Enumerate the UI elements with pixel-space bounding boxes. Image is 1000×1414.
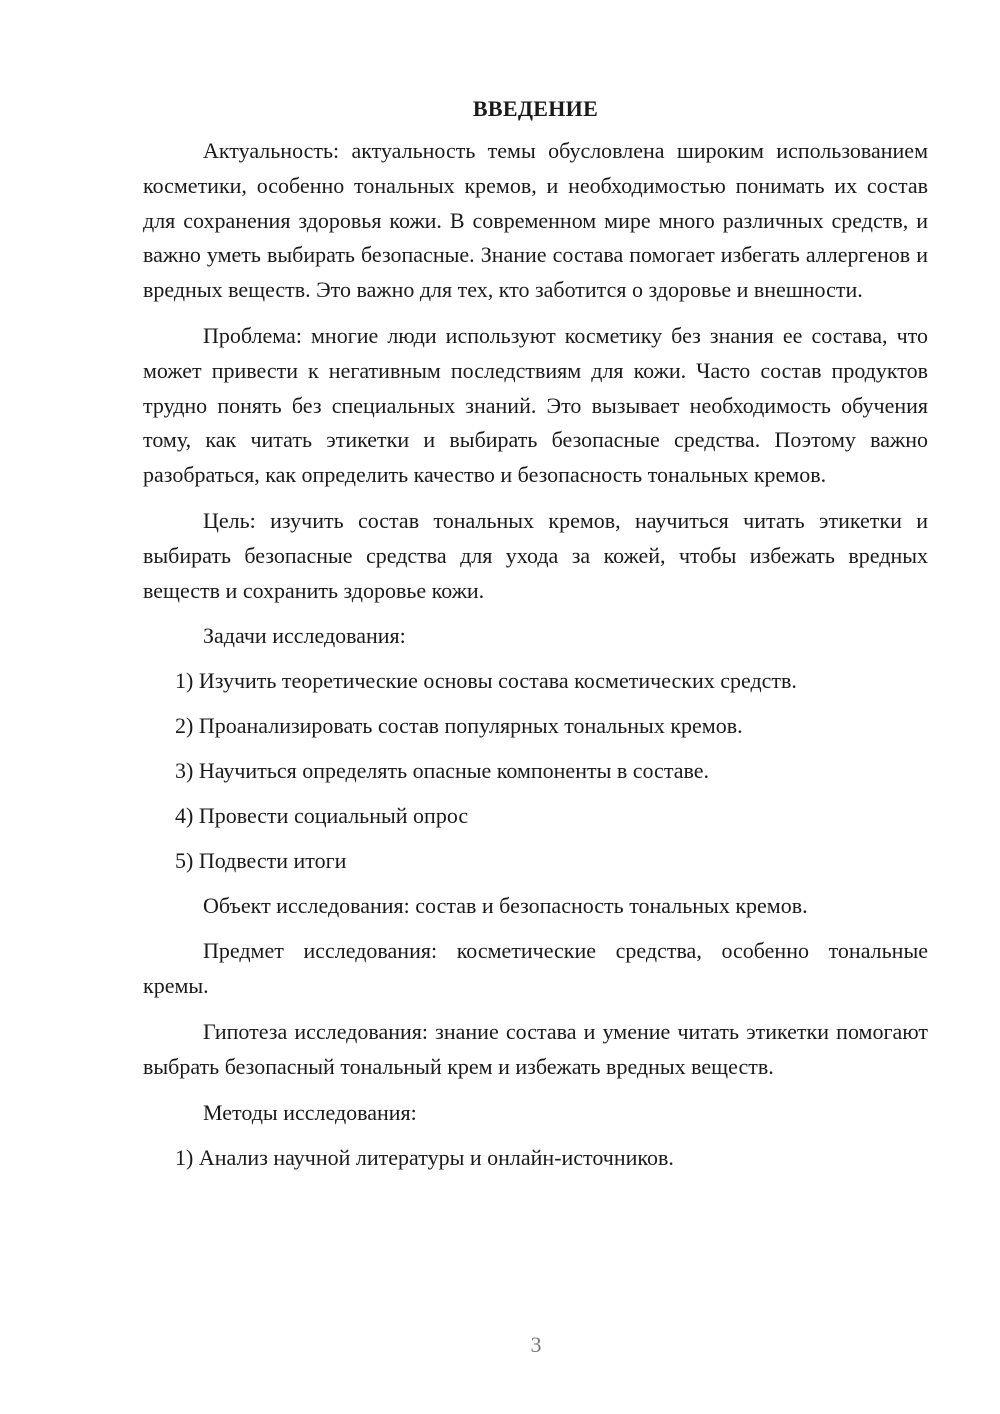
subject-paragraph: Предмет исследования: косметические средства, особенно тональные кремы. bbox=[143, 938, 928, 999]
problem-paragraph: Проблема: многие люди используют косметику без знания ее состава, что может привести к негативным последствиям для кожи. Часто состав продуктов трудно понять без специальных знаний. Это вызывает необходимость обучения тому, как читать этикетки и выбирать безопасные средства. Поэтому важно разобраться, как определить качество и безопасность тональных кремов. bbox=[143, 322, 928, 488]
list-item: 3) Научиться определять опасные компоненты в составе. bbox=[175, 758, 709, 784]
section-heading: ВВЕДЕНИЕ bbox=[472, 96, 599, 121]
list-item: 1) Анализ научной литературы и онлайн-источников. bbox=[175, 1144, 674, 1170]
list-item: 2) Проанализировать состав популярных тональных кремов. bbox=[175, 713, 743, 739]
methods-list bbox=[143, 1141, 928, 1175]
list-item: 5) Подвести итоги bbox=[175, 848, 347, 874]
list-item: 1) Изучить теоретические основы состава косметических средств. bbox=[175, 668, 797, 694]
tasks-title: Задачи исследования: bbox=[203, 623, 406, 649]
page-number: 3 bbox=[530, 1332, 542, 1357]
hypothesis-paragraph: Гипотеза исследования: знание состава и умение читать этикетки помогают выбрать безопасный тональный крем и избежать вредных веществ. bbox=[143, 1018, 928, 1079]
relevance-paragraph: Актуальность: актуальность темы обусловлена широким использованием косметики, особенно тональных кремов, и необходимостью понимать их состав для сохранения здоровья кожи. В современном мире много различных средств, и важно уметь выбирать безопасные. Знание состава помогает избегать аллергенов и вредных веществ. Это важно для тех, кто заботится о здоровье и внешности. bbox=[143, 138, 928, 303]
list-item: 4) Провести социальный опрос bbox=[175, 803, 469, 829]
object-paragraph: Объект исследования: состав и безопасность тональных кремов. bbox=[203, 893, 808, 919]
tasks-list bbox=[143, 664, 928, 878]
page-content bbox=[143, 92, 928, 1186]
goal-paragraph: Цель: изучить состав тональных кремов, научиться читать этикетки и выбирать безопасные средства для ухода за кожей, чтобы избежать вредных веществ и сохранить здоровье кожи. bbox=[143, 507, 928, 603]
methods-title: Методы исследования: bbox=[203, 1099, 417, 1125]
